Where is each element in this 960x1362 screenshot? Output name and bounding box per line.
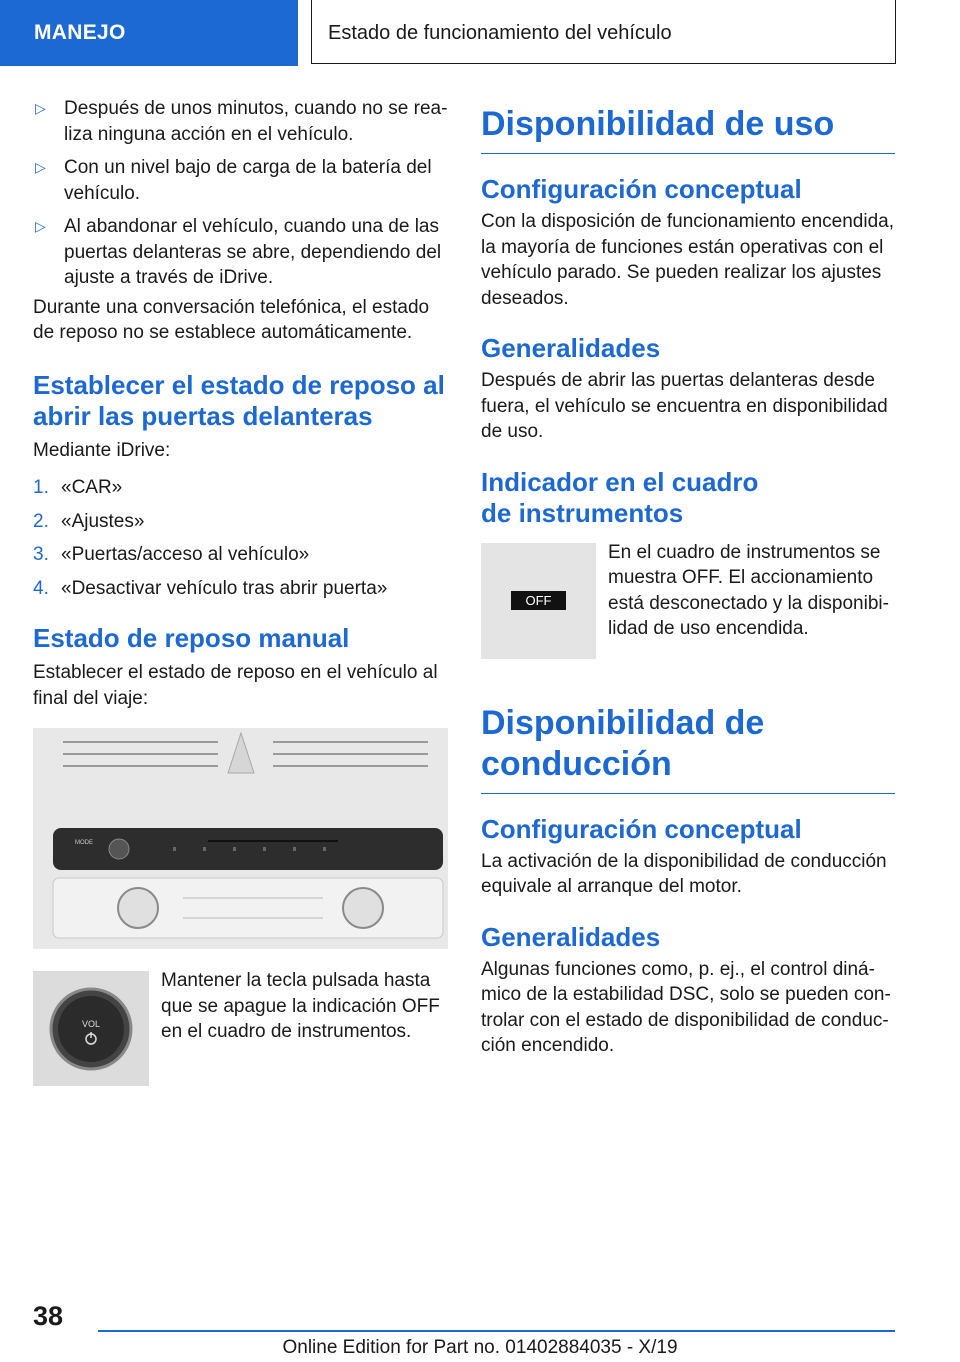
list-item — [33, 576, 448, 602]
list-item — [33, 96, 448, 147]
footer-edition: Online Edition for Part no. 01402884035 - X/19 — [282, 1337, 678, 1358]
triangle-bullet-icon: ▷ — [35, 100, 46, 116]
step-text: «Puertas/acceso al vehículo» — [61, 544, 310, 565]
heading-drive-availability: Disponibilidad de conducción — [481, 703, 895, 794]
paragraph-concept-2: La activación de la disponibilidad de conducción equivale al arranque del motor. — [481, 850, 887, 897]
step-number: 1. — [33, 477, 49, 498]
knob-figure — [33, 971, 149, 1086]
paragraph-idrive: Mediante iDrive: — [33, 439, 171, 461]
heading-general-2: Generalidades — [481, 921, 661, 952]
volume-knob-illustration — [33, 971, 149, 1086]
step-text: «Ajustes» — [61, 510, 145, 532]
step-number: 2. — [33, 510, 49, 532]
steps-list — [33, 475, 448, 601]
step-number: 3. — [33, 544, 49, 565]
heading-general-1: Generalidades — [481, 333, 661, 363]
heading-manual: Estado de reposo manual — [33, 623, 350, 653]
bullet-text: Después de unos minutos, cuando no se rea-liza ninguna acción en el vehículo. — [64, 98, 448, 145]
paragraph-call: Durante una conversación telefónica, el estado de reposo no se establece automáticamente. — [33, 296, 430, 343]
paragraph-general-1: Después de abrir las puertas delanteras desde fuera, el vehículo se encuentra en disponibilidad de uso. — [481, 370, 888, 442]
page-number: 38 — [33, 1301, 64, 1331]
chapter-title: Estado de funcionamiento del vehículo — [311, 0, 896, 64]
step-text: «Desactivar vehículo tras abrir puerta» — [61, 577, 388, 599]
list-item — [33, 475, 448, 501]
triangle-bullet-icon: ▷ — [35, 159, 46, 175]
off-display-illustration — [481, 543, 596, 659]
heading-use-availability: Disponibilidad de uso — [481, 104, 895, 154]
off-indicator-figure — [481, 543, 596, 659]
heading-concept-2: Configuración conceptual — [481, 813, 802, 844]
paragraph-concept-1: Con la disposición de funcionamiento encendida, la mayoría de funciones están operativas con el vehículo parado. Se pueden realizar los ajustes deseados. — [481, 211, 894, 309]
footer-divider — [98, 1330, 895, 1332]
triangle-bullet-icon: ▷ — [35, 218, 46, 234]
bullet-text: Con un nivel bajo de carga de la batería del vehículo. — [64, 157, 432, 204]
vol-label: VOL — [82, 1019, 101, 1029]
step-text: «CAR» — [61, 477, 123, 498]
off-label: OFF — [525, 592, 552, 608]
knob-caption: Mantener la tecla pulsada hasta que se apague la indicación OFF en el cuadro de instrumentos. — [161, 970, 440, 1042]
indicator-caption: En el cuadro de instrumentos se muestra OFF. El accionamiento está desconectado y la disponibi-lidad de uso encendida. — [608, 541, 889, 639]
list-item — [33, 509, 448, 535]
mode-label: MODE — [75, 840, 93, 846]
console-figure — [33, 728, 448, 949]
paragraph-general-2: Algunas funciones como, p. ej., el control diná-mico de la estabilidad DSC, solo se pueden con-trolar con el estado de disponibilidad de conduc-ción encendido. — [481, 958, 891, 1056]
center-console-illustration — [33, 728, 448, 949]
paragraph-manual: Establecer el estado de reposo en el vehículo al final del viaje: — [33, 662, 438, 709]
indicator-figure-row — [481, 543, 895, 659]
step-number: 4. — [33, 577, 49, 599]
page-header — [0, 0, 960, 66]
list-item — [33, 542, 448, 568]
list-item — [33, 155, 448, 206]
section-tab: MANEJO — [0, 0, 298, 66]
bullet-text: Al abandonar el vehículo, cuando una de las puertas delanteras se abre, dependiendo del ajuste a través de iDrive. — [64, 216, 442, 288]
knob-figure-row — [33, 971, 448, 1086]
heading-indicator: Indicador en el cuadro de instrumentos — [481, 466, 759, 528]
list-item — [33, 214, 448, 291]
right-column — [481, 104, 895, 1059]
left-column — [33, 96, 448, 1086]
heading-doors: Establecer el estado de reposo al abrir las puertas delanteras — [33, 369, 445, 431]
heading-concept-1: Configuración conceptual — [481, 174, 802, 204]
